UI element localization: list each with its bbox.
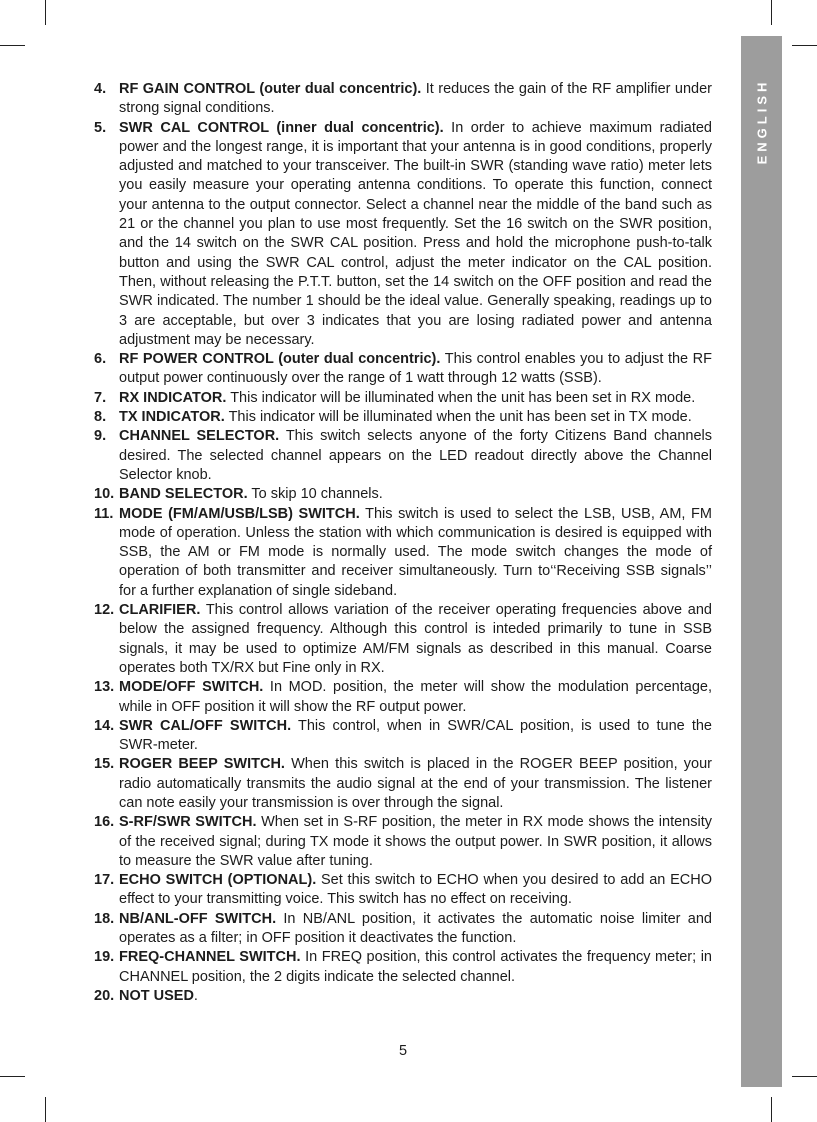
list-item [94,119,712,351]
controls-list [94,80,712,1006]
item-description: This indicator will be illuminated when the unit has been set in RX mode. [226,389,696,406]
list-item [94,987,712,1006]
list-item [94,678,712,717]
item-heading: MODE (FM/AM/USB/LSB) SWITCH. [119,505,360,522]
item-description: This control allows variation of the receiver operating frequencies above and below the assigned frequency. Although this control is inteded primarily to tune in SSB signals, it may be used to optimize AM/FM signals as described in this manual. Coarse operates both TX/RX but Fine only in RX. [119,602,712,676]
language-label: ENGLISH [754,78,770,164]
item-heading: NOT USED [119,987,194,1004]
item-description: This indicator will be illuminated when the unit has been set in TX mode. [224,409,692,426]
item-number: 13. [94,679,115,696]
item-heading: CLARIFIER. [119,602,201,619]
item-number: 18. [94,910,115,927]
item-heading: SWR CAL CONTROL (inner dual concentric). [119,119,444,136]
item-number: 20. [94,987,115,1004]
item-heading: S-RF/SWR SWITCH. [119,814,257,831]
crop-mark [45,0,46,25]
item-heading: CHANNEL SELECTOR. [119,428,280,445]
item-description: This control enables you to adjust the RF output power continuously over the range of 1 watt through 12 watts (SSB). [119,351,713,387]
item-description: In order to achieve maximum radiated power and the longest range, it is important that your antenna is in good conditions, properly adjusted and matched to your transceiver. The built-in SWR (standing wave ratio) meter lets you easily measure your operating antenna conditions. To operate this function, connect your antenna to the output connector. Select a channel near the middle of the band such as 21 or the channel you plan to use most frequently. Set the 16 switch on the SWR position, and the 14 switch on the SWR CAL position. Press and hold the microphone push-to-talk button and using the SWR CAL control, adjust the meter indicator on the CAL position. Then, without releasing the P.T.T. button, set the 14 switch on the OFF position and read the SWR indicated. The number 1 should be the ideal value. Generally speaking, readings up to 3 are acceptable, but over 3 indicates that you are losing radiated power and antenna adjustment may be necessary. [119,119,712,348]
item-heading: ECHO SWITCH (OPTIONAL). [119,872,317,889]
item-description: This switch is used to select the LSB, USB, AM, FM mode of operation. Unless the station with which communication is desired is equipped with SSB, the AM or FM mode is normally used. The mode switch changes the mode of operation of both transmitter and receiver simultaneously. Turn to‘‘Receiving SSB signals’’ for a further explanation of single sideband. [119,505,712,599]
item-description: In MOD. position, the meter will show the modulation percentage, while in OFF position it will show the RF output power. [119,679,712,715]
item-number: 7. [94,389,107,406]
item-number: 11. [94,505,114,522]
item-description: . [193,987,198,1004]
crop-mark [771,1097,772,1122]
crop-mark [771,0,772,25]
list-item [94,408,712,427]
item-description: In NB/ANL position, it activates the automatic noise limiter and operates as a filter; in OFF position it deactivates the function. [119,910,712,947]
crop-mark [45,1097,46,1122]
item-number: 16. [94,814,115,831]
crop-mark [792,45,817,46]
item-number: 14. [94,717,115,734]
item-heading: SWR CAL/OFF SWITCH. [119,717,292,734]
item-number: 6. [94,351,107,368]
item-description: To skip 10 channels. [247,486,383,503]
crop-mark [0,45,25,46]
item-number: 10. [94,486,115,503]
list-item [94,485,712,504]
item-number: 9. [94,428,107,445]
item-heading: FREQ-CHANNEL SWITCH. [119,949,301,966]
list-item [94,910,712,949]
item-description: Set this switch to ECHO when you desired to add an ECHO effect to your transmitting voice. This switch has no effect on receiving. [119,872,712,908]
item-number: 4. [94,81,107,97]
item-number: 5. [94,119,107,136]
item-description: When this switch is placed in the ROGER BEEP position, your radio automatically transmits the audio signal at the end of your transmission. The listener can note easily your transmission is over through the signal. [119,756,712,811]
language-tab [741,36,782,1087]
list-item [94,948,712,987]
list-item [94,813,712,871]
item-heading: RF POWER CONTROL (outer dual concentric). [119,351,441,368]
list-item [94,505,712,601]
item-description: When set in S-RF position, the meter in RX mode shows the intensity of the received signal; during TX mode it shows the output power. In SWR position, it allows to measure the SWR value after tuning. [119,814,712,869]
list-item [94,717,712,756]
list-item [94,601,712,678]
item-heading: NB/ANL-OFF SWITCH. [119,910,277,927]
crop-mark [792,1076,817,1077]
item-description: This switch selects anyone of the forty Citizens Band channels desired. The selected channel appears on the LED readout directly above the Channel Selector knob. [119,428,712,483]
list-item [94,389,712,408]
list-item [94,80,712,119]
item-heading: RX INDICATOR. [119,389,227,406]
crop-mark [0,1076,25,1077]
list-item [94,427,712,485]
item-number: 19. [94,949,115,966]
item-heading: TX INDICATOR. [119,409,225,426]
item-heading: BAND SELECTOR. [119,486,248,503]
item-number: 8. [94,409,107,426]
list-item [94,755,712,813]
item-number: 15. [94,756,115,773]
item-heading: ROGER BEEP SWITCH. [119,756,285,773]
page-number: 5 [398,1043,408,1059]
item-number: 12. [94,602,115,619]
controls-description [94,80,712,1006]
list-item [94,350,712,389]
item-heading: MODE/OFF SWITCH. [119,679,264,696]
item-heading: RF GAIN CONTROL (outer dual concentric). [119,81,422,97]
item-description: This control, when in SWR/CAL position, is used to tune the SWR-meter. [119,717,712,754]
list-item [94,871,712,910]
language-label-container [741,36,782,206]
item-number: 17. [94,872,115,889]
item-description: It reduces the gain of the RF amplifier under strong signal conditions. [119,81,712,117]
item-description: In FREQ position, this control activates the frequency meter; in CHANNEL position, the 2 digits indicate the selected channel. [119,949,712,985]
